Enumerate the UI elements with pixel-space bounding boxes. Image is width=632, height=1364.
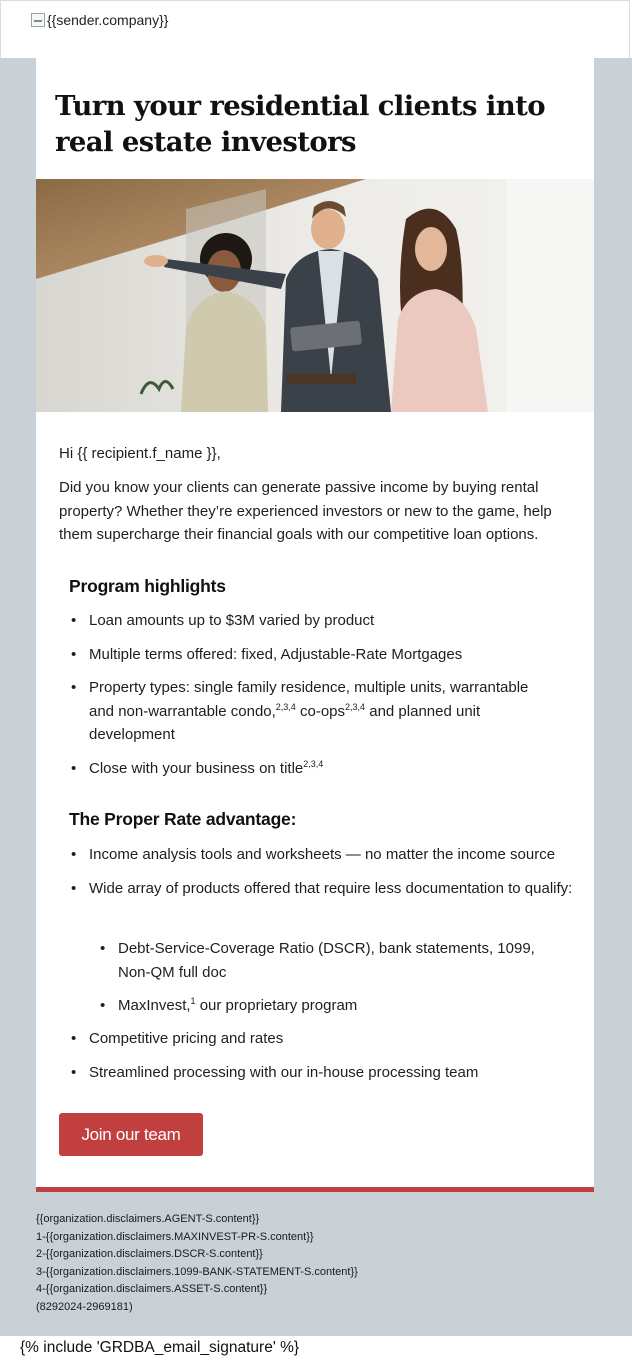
program-highlights-list [69, 609, 539, 790]
email-signature-footer [0, 1336, 632, 1364]
disclaimer-line: 3-{{organization.disclaimers.1099-BANK-STATEMENT-S.content}} [36, 1265, 358, 1278]
footnote-ref: 1 [190, 996, 196, 1006]
footnote-ref: 2,3,4 [275, 701, 296, 712]
program-highlights-title: Program highlights [69, 576, 226, 596]
disclaimer-line: 1-{{organization.disclaimers.MAXINVEST-PR-S.content}} [36, 1230, 314, 1243]
join-our-team-button[interactable]: Join our team [59, 1113, 203, 1156]
advantage-list-continued [69, 1027, 574, 1094]
list-item: • MaxInvest,$^1$ our proprietary program [98, 994, 558, 1018]
list-item: • Property types: single family residence, multiple units, warrantable and non-warrantable condo,$^{2,3,4}$ co-ops$^{2,3,4}$ and planned unit development [69, 676, 539, 747]
list-item: • Loan amounts up to $3M varied by product [69, 609, 539, 633]
headline: Turn your residential clients into real estate investors [55, 90, 545, 158]
advantage-list [69, 843, 574, 910]
list-item: • Income analysis tools and worksheets — no matter the income source [69, 843, 574, 867]
footnote-ref: 2,3,4 [303, 758, 324, 769]
list-item: • Debt-Service-Coverage Ratio (DSCR), bank statements, 1099, Non-QM full doc [98, 937, 558, 984]
intro-paragraph: Did you know your clients can generate passive income by buying rental property? Whether they’re experienced investors or new to the game, help them supercharge their financial goals with our competitive loan options. [59, 479, 552, 543]
disclaimers [36, 1211, 358, 1317]
footnote-ref: 2,3,4 [345, 701, 366, 712]
disclaimer-line: 2-{{organization.disclaimers.DSCR-S.content}} [36, 1248, 263, 1261]
list-item: • Streamlined processing with our in-house processing team [69, 1061, 574, 1085]
disclaimer-line: {{organization.disclaimers.AGENT-S.content}} [36, 1213, 260, 1225]
company-logo[interactable] [31, 12, 168, 28]
hero-image [36, 179, 594, 412]
signature-include: {% include 'GRDBA_email_signature' %} [20, 1339, 300, 1356]
greeting: Hi {{ recipient.f_name }}, [59, 445, 221, 462]
list-item: • Competitive pricing and rates [69, 1027, 574, 1051]
list-item: • Close with your business on title$^{2,3,4}$ [69, 757, 539, 781]
advantage-sublist [98, 937, 558, 1028]
advantage-title: The Proper Rate advantage: [69, 809, 297, 829]
header-bar [0, 0, 630, 58]
broken-image-icon [31, 13, 45, 27]
list-item: • Multiple terms offered: fixed, Adjustable-Rate Mortgages [69, 643, 539, 667]
list-item: • Wide array of products offered that require less documentation to qualify: [69, 877, 574, 901]
disclaimer-line: (8292024-2969181) [36, 1300, 133, 1313]
accent-divider [36, 1187, 594, 1192]
logo-alt-text: {{sender.company}} [47, 12, 169, 28]
disclaimer-line: 4-{{organization.disclaimers.ASSET-S.content}} [36, 1283, 268, 1296]
